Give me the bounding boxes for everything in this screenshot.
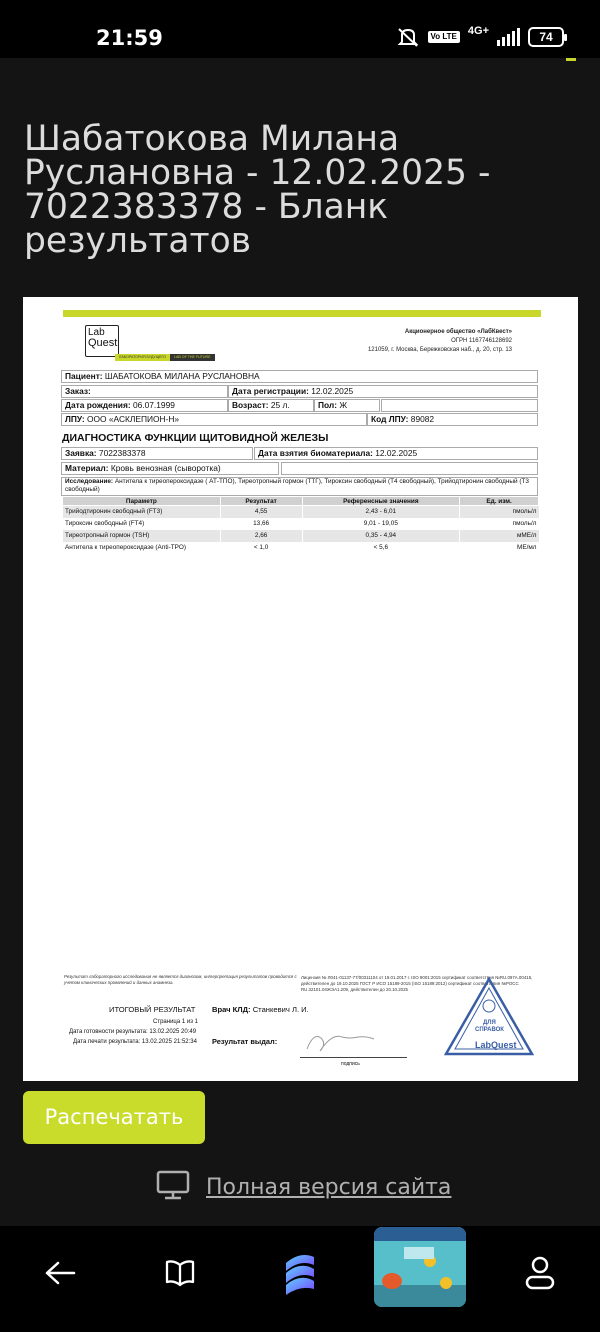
table-row <box>63 518 539 530</box>
assistant-logo-icon <box>278 1249 322 1302</box>
lpu-code-value: 89082 <box>410 414 435 424</box>
status-time: 21:59 <box>96 26 163 50</box>
cell-param: Тиреотропный гормон (TSH) <box>63 530 221 542</box>
cell-param: Тироксин свободный (FT4) <box>63 518 221 530</box>
labquest-logo <box>85 325 119 357</box>
registration-date-value: 12.02.2025 <box>311 386 354 396</box>
bottom-nav-bar <box>0 1226 600 1332</box>
table-header-row <box>63 497 539 506</box>
back-button[interactable] <box>35 1250 85 1300</box>
dob-row <box>61 399 228 412</box>
lpu-code-label: Код ЛПУ: <box>371 414 409 424</box>
empty-cell <box>281 462 538 475</box>
material-value: Кровь венозная (сыворотка) <box>110 463 221 473</box>
bio-date-label: Дата взятия биоматериала: <box>258 448 373 458</box>
organization-info <box>368 328 512 355</box>
doctor-line <box>212 1005 309 1014</box>
header-unit: Ед. изм. <box>460 497 539 506</box>
age-value: 25 л. <box>270 400 290 410</box>
request-value: 7022383378 <box>98 448 146 458</box>
dob-value: 06.07.1999 <box>132 400 175 410</box>
material-row <box>61 462 279 475</box>
issued-label: Результат выдал: <box>212 1037 278 1046</box>
lpu-value: ООО «АСКЛЕПИОН-Н» <box>87 414 180 424</box>
book-icon <box>164 1258 196 1293</box>
org-ogrn: ОГРН 1167746128692 <box>451 338 512 344</box>
stamp-text-2: СПРАВОК <box>475 1027 504 1033</box>
cell-result: < 1,0 <box>220 542 302 554</box>
status-icons <box>396 27 564 47</box>
scroll-indicator <box>566 58 576 61</box>
age-row <box>228 399 314 412</box>
disclaimer-note: Результат лабораторного исследования не является диагнозом, интерпретация результатов проводится с учетом клинических проявлений и данных анамнеза. <box>64 974 297 985</box>
print-date: Дата печати результата: 13.02.2025 21:52:34 <box>73 1039 197 1045</box>
cell-param: Трийодтиронин свободный (FT3) <box>63 506 221 518</box>
page-title: Шабатокова Милана Руслановна - 12.02.2025 - 7022383378 - Бланк результатов <box>24 119 491 261</box>
cell-result: 13,66 <box>220 518 302 530</box>
registration-date-label: Дата регистрации: <box>232 386 309 396</box>
lab-tagline <box>115 354 215 361</box>
study-label: Исследование: <box>65 478 114 485</box>
full-site-label[interactable]: Полная версия сайта <box>206 1175 452 1200</box>
org-address: 121059, г. Москва, Бережковская наб., д. 20, стр. 13 <box>367 347 512 353</box>
user-icon <box>524 1255 556 1296</box>
result-document <box>23 297 578 1081</box>
back-arrow-icon <box>44 1260 76 1291</box>
patient-row <box>61 370 538 383</box>
table-row <box>63 530 539 542</box>
volte-icon: Vo LTE <box>428 31 460 43</box>
document-accent-bar <box>63 310 541 317</box>
game-app-thumbnail[interactable] <box>374 1227 466 1307</box>
header-reference: Референсные значения <box>302 497 460 506</box>
tagline-ru: ЛАБОРАТОРИЯ БУДУЩЕГО <box>115 354 170 361</box>
age-label: Возраст: <box>232 400 269 410</box>
cell-reference: 9,01 - 19,05 <box>302 518 460 530</box>
table-row <box>63 542 539 554</box>
request-label: Заявка: <box>65 448 97 458</box>
cell-reference: 0,35 - 4,94 <box>302 530 460 542</box>
material-label: Материал: <box>65 463 109 473</box>
org-name: Акционерное общество «ЛабКвест» <box>404 329 512 335</box>
tagline-en: LAB OF THE FUTURE <box>170 354 214 361</box>
lpu-label: ЛПУ: <box>65 414 85 424</box>
battery-icon: 74 <box>528 27 564 47</box>
status-bar <box>0 0 600 58</box>
bio-date-row <box>254 447 538 460</box>
study-value: Антитела к тиреопероксидазе ( АТ-ТПО), Тиреотропный гормон (ТТГ), Тироксин свободный (Т4 свободный), Трийодтиронин свободный (Т3 свободный) <box>65 478 529 493</box>
sex-label: Пол: <box>318 400 338 410</box>
patient-label: Пациент: <box>65 371 103 381</box>
license-note: Лицензия № Л041-01137-77/00311104 от 19.01.2017 г. ISO 9001:2015 сертификат соответствия №RU.097А.00415, действителен до 19.10.2025 ГОСТ Р ИСО 15189-2015 (ISO 15189:2012) сертификат соответствия №РОСС RU.32101.04ЖЭА1.209, действителен до 20.10.2025 <box>301 975 533 992</box>
doctor-value: Станкевич Л. И. <box>252 1005 309 1014</box>
results-table <box>62 496 539 554</box>
mute-icon <box>396 27 420 47</box>
assistant-button[interactable] <box>275 1250 325 1300</box>
cell-result: 2,66 <box>220 530 302 542</box>
profile-button[interactable] <box>515 1250 565 1300</box>
labquest-stamp <box>443 976 535 1058</box>
ready-date: Дата готовности результата: 13.02.2025 20:49 <box>69 1029 197 1035</box>
sex-row <box>314 399 380 412</box>
bio-date-value: 12.02.2025 <box>375 448 418 458</box>
signature-line <box>300 1057 407 1058</box>
final-result-label: ИТОГОВЫЙ РЕЗУЛЬТАТ <box>109 1005 196 1014</box>
registration-date-row <box>228 385 538 398</box>
cell-unit: пмоль/л <box>460 518 539 530</box>
reader-button[interactable] <box>155 1250 205 1300</box>
cell-param: Антитела к тиреопероксидазе (Anti-TPO) <box>63 542 221 554</box>
full-site-link[interactable] <box>156 1170 451 1205</box>
patient-value: ШАБАТОКОВА МИЛАНА РУСЛАНОВНА <box>104 371 260 381</box>
cell-reference: 2,43 - 6,01 <box>302 506 460 518</box>
cell-unit: мМЕ/л <box>460 530 539 542</box>
header-param: Параметр <box>63 497 221 506</box>
print-button[interactable]: Распечатать <box>23 1091 205 1144</box>
lpu-row <box>61 413 367 426</box>
doctor-label: Врач КЛД: <box>212 1005 251 1014</box>
sex-value: Ж <box>339 400 348 410</box>
logo-line-2: Quest <box>88 337 118 349</box>
order-row <box>61 385 228 398</box>
signal-icon <box>497 28 520 46</box>
monitor-icon <box>156 1170 190 1205</box>
cell-unit: пмоль/л <box>460 506 539 518</box>
order-label: Заказ: <box>65 386 91 396</box>
request-row <box>61 447 253 460</box>
lpu-code-row <box>367 413 538 426</box>
logo-line-1: Lab <box>88 327 105 338</box>
page-counter: Страница 1 из 1 <box>153 1019 198 1025</box>
header-result: Результат <box>220 497 302 506</box>
cell-result: 4,55 <box>220 506 302 518</box>
dob-label: Дата рождения: <box>65 400 131 410</box>
cell-unit: МЕ/мл <box>460 542 539 554</box>
signature <box>302 1025 382 1055</box>
cell-reference: < 5,6 <box>302 542 460 554</box>
stamp-text-3: LabQuest <box>475 1040 517 1050</box>
empty-cell <box>381 399 538 412</box>
stamp-text-1: ДЛЯ <box>483 1020 496 1026</box>
study-row <box>61 477 538 496</box>
signature-label: подпись <box>341 1061 360 1067</box>
table-row <box>63 506 539 518</box>
network-type: 4G+ <box>467 25 489 37</box>
section-title: ДИАГНОСТИКА ФУНКЦИИ ЩИТОВИДНОЙ ЖЕЛЕЗЫ <box>62 432 329 444</box>
